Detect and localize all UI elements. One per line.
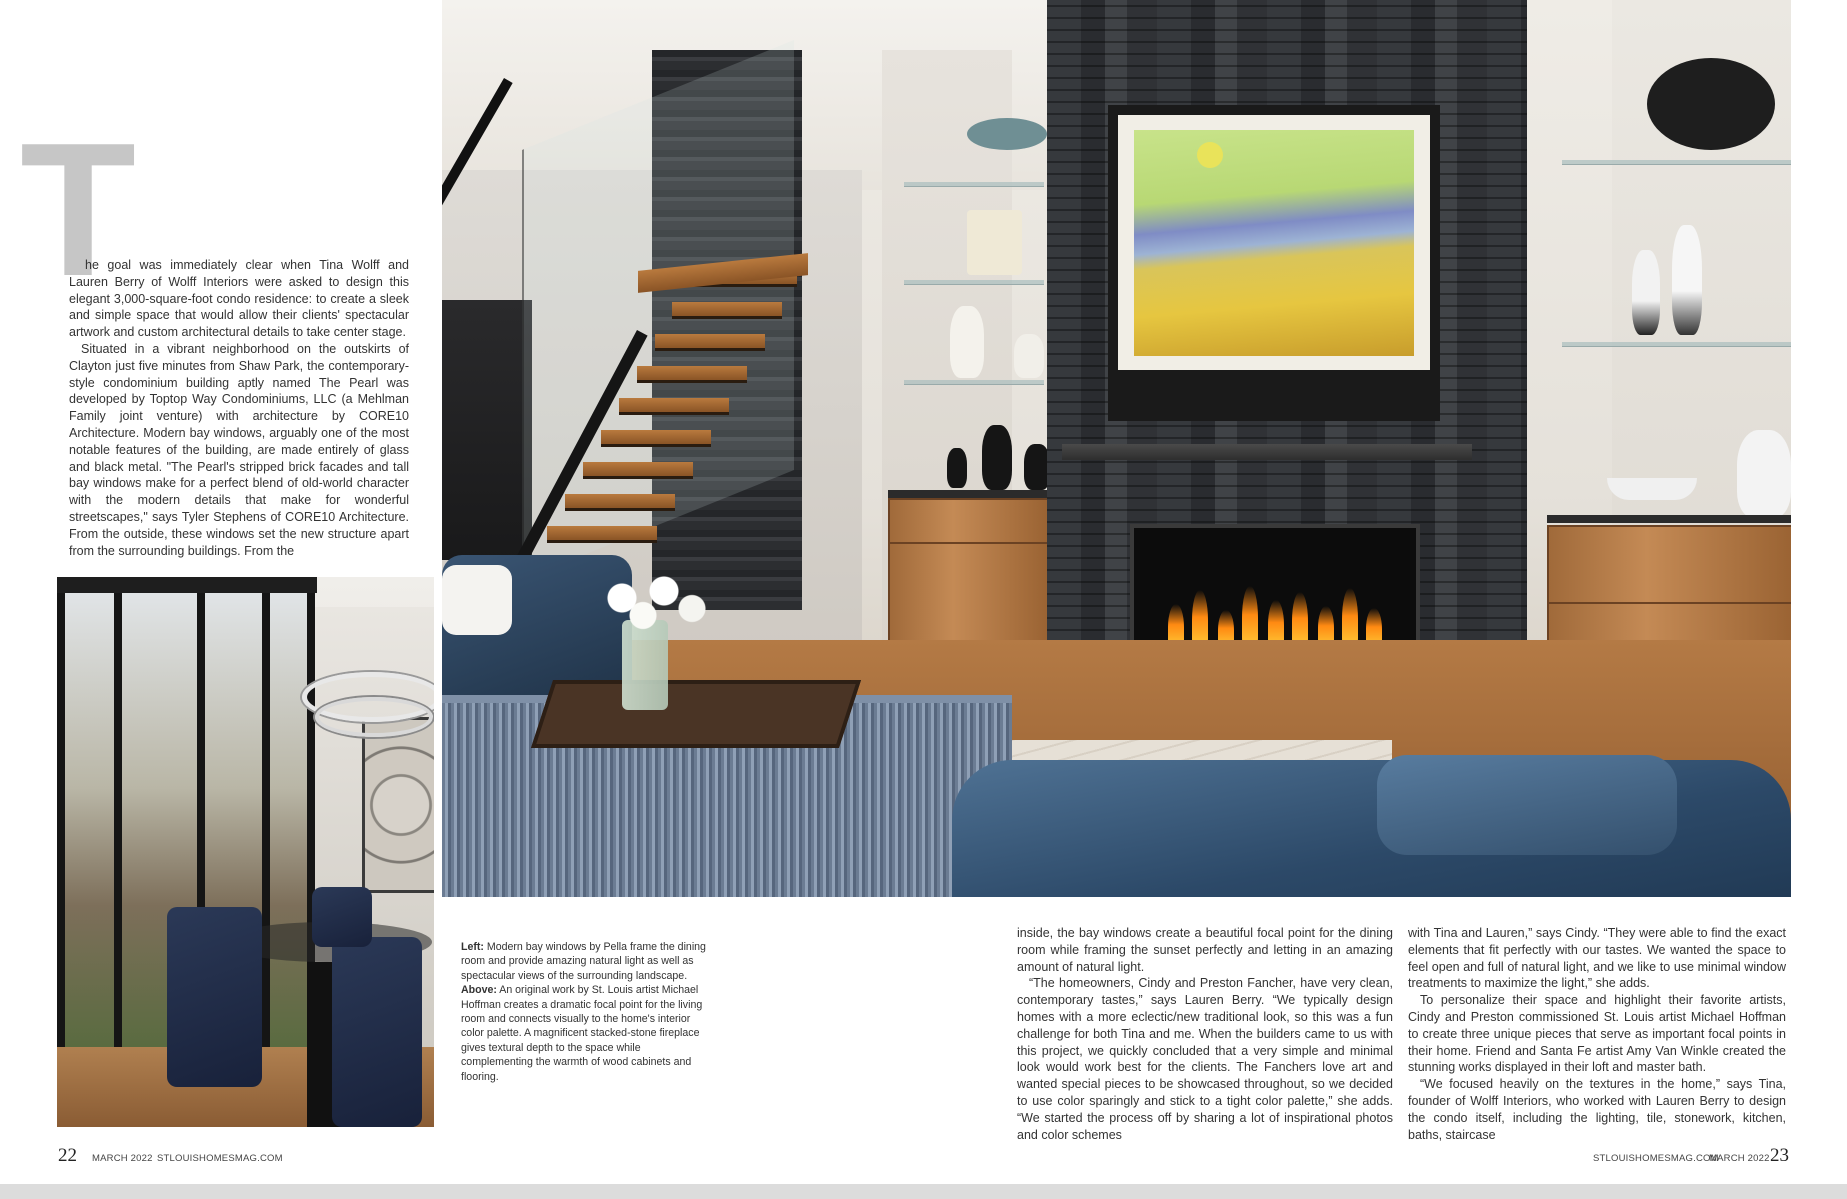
stair-tread <box>565 494 675 511</box>
right-issue-date: MARCH 2022 <box>1709 1153 1770 1164</box>
article-column-1 <box>69 257 409 559</box>
wall-artwork <box>362 717 434 893</box>
caption-text-left: Modern bay windows by Pella frame the dining room and provide amazing natural light as well as spectacular views of the surrounding landscape. <box>461 941 706 982</box>
window-header <box>57 577 317 593</box>
photo-caption <box>461 940 711 1084</box>
article-paragraph: with Tina and Lauren,” says Cindy. “They were able to find the exact elements that fit perfectly with our tastes. We wanted the space to feel open and full of natural light, and we like to use minimal window treatments to maximize the light,” she adds. <box>1408 926 1786 991</box>
article-column-2 <box>1017 925 1393 1143</box>
velvet-dining-chair <box>312 887 372 947</box>
glass-shelf <box>1562 160 1791 165</box>
stair-tread <box>619 398 729 415</box>
walnut-drawer <box>1547 525 1791 604</box>
decorative-object <box>967 210 1022 275</box>
floating-staircase <box>537 270 777 600</box>
kitchen-cabinets <box>442 300 532 560</box>
stair-tread <box>601 430 711 447</box>
walnut-cabinet <box>888 542 1050 646</box>
drop-cap: T <box>20 104 137 316</box>
page-edge <box>0 1184 1847 1199</box>
ring-pendant-light <box>315 697 433 737</box>
article-paragraph: Situated in a vibrant neighborhood on the outskirts of Clayton just five minutes from Shaw Park, the contemporary-style condominium building aptly named The Pearl was developed by Toptop Way Condominiums, LLC (a Mehlman Family joint venture) with architecture by CORE10 Architecture. Modern bay windows, arguably one of the most notable features of the building, are made entirely of glass and black metal. "The Pearl's stripped brick facades and tall bay windows make for a perfect blend of old-world character with the modern details that make for wonderful streetscapes," says Tyler Stephens of CORE10 Architecture. From the outside, these windows set the new structure apart from the surrounding buildings. From the <box>69 341 409 558</box>
article-column-3 <box>1408 925 1786 1143</box>
window-mullion <box>57 577 65 1047</box>
white-vase <box>1014 334 1044 378</box>
stair-tread <box>583 462 693 479</box>
landscape-painting <box>1134 130 1414 356</box>
white-vase <box>950 306 984 378</box>
walnut-drawer <box>888 498 1050 544</box>
decorative-bowl <box>967 118 1047 150</box>
caption-text-above: An original work by St. Louis artist Michael Hoffman creates a dramatic focal point for the living room and connects visually to the home's interior color palette. A magnificent stacked-stone fireplace gives textural depth to the space while complementing the warmth of wood cabinets and flooring. <box>461 984 703 1083</box>
stair-tread <box>672 302 782 319</box>
glass-shelf <box>904 280 1044 285</box>
black-round-vase <box>1647 58 1775 150</box>
black-vase <box>982 425 1012 490</box>
black-vase <box>947 448 967 488</box>
velvet-dining-chair <box>167 907 262 1087</box>
caption-label-left: Left: <box>461 941 484 953</box>
article-paragraph: inside, the bay windows create a beautiful focal point for the dining room while framing the sunset perfectly and letting in an amazing amount of natural light. <box>1017 926 1393 974</box>
white-pillow <box>442 565 512 635</box>
mantel <box>1062 444 1472 460</box>
white-vase <box>1632 250 1660 335</box>
countertop <box>888 490 1048 498</box>
white-vase <box>1737 430 1791 518</box>
left-page-number: 22 <box>58 1145 77 1166</box>
article-paragraph: “The homeowners, Cindy and Preston Fancher, have very clean, contemporary tastes,” says Lauren Berry. “We typically design homes with a more eclectic/new traditional look, so this was a fun challenge for both Tina and me. When the builders came to us with this project, we quickly concluded that a very simple and minimal look would work best for the clients. The Fanchers love art and wanted special pieces to be showcased throughout, so we decided to use color sparingly and stick to a tight color palette,” she adds. “We started the process off by sharing a lot of inspirational photos and color schemes <box>1017 976 1393 1142</box>
right-page-number: 23 <box>1770 1145 1789 1166</box>
blue-velvet-chair-back <box>1377 755 1677 855</box>
velvet-dining-chair <box>332 937 422 1127</box>
caption-label-above: Above: <box>461 984 497 997</box>
painting-sun <box>1197 142 1223 168</box>
article-paragraph: “We focused heavily on the textures in the home,” says Tina, founder of Wolff Interiors, who worked with Lauren Berry to design the condo itself, including the lighting, tile, stonework, kitchen, baths, staircase <box>1408 1077 1786 1142</box>
white-tulips <box>580 570 720 640</box>
countertop <box>1547 515 1791 523</box>
article-paragraph: To personalize their space and highlight their favorite artists, Cindy and Preston commissioned St. Louis artist Michael Hoffman to create three unique pieces that serve as important focal points in their home. Friend and Santa Fe artist Amy Van Winkle created the stunning works displayed in their loft and master bath. <box>1408 993 1786 1075</box>
living-room-photo <box>442 0 1791 897</box>
left-issue-date: MARCH 2022 <box>92 1153 153 1164</box>
dining-room-photo <box>57 577 434 1127</box>
glass-shelf <box>904 380 1044 385</box>
window-mullion <box>114 577 122 1047</box>
white-bowl <box>1607 478 1697 500</box>
article-paragraph: he goal was immediately clear when Tina Wolff and Lauren Berry of Wolff Interiors were asked to design this elegant 3,000-square-foot condo residence: to create a sleek and simple space that would allow their clients' spectacular artwork and custom architectural details to take center stage. <box>69 258 409 340</box>
glass-shelf <box>904 182 1044 187</box>
left-website: STLOUISHOMESMAG.COM <box>157 1153 283 1164</box>
stair-tread <box>547 526 657 543</box>
glass-shelf <box>1562 342 1791 347</box>
wood-tray <box>531 680 861 748</box>
stair-tread <box>637 366 747 383</box>
stair-tread <box>655 334 765 351</box>
right-website: STLOUISHOMESMAG.COM <box>1593 1153 1719 1164</box>
window-mullion <box>262 577 270 1047</box>
white-vase <box>1672 225 1702 335</box>
